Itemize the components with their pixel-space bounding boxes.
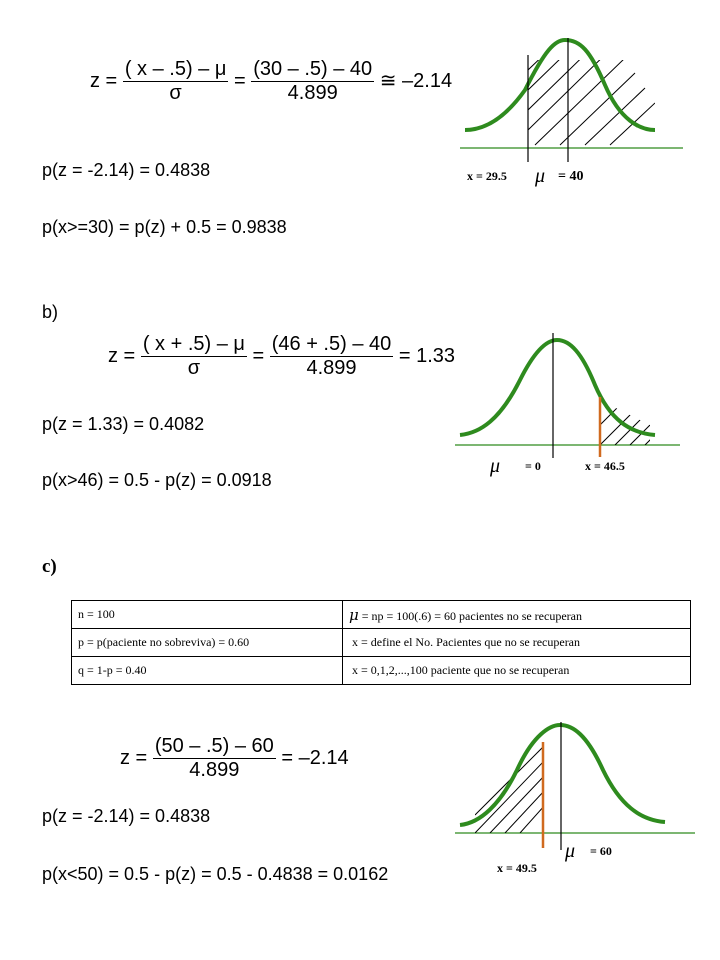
normal-curve-graph-c <box>455 720 695 880</box>
equation-a: z = $\frac{( x - .5) - \mu}{\sigma}$ = $\frac{(30 - .5) - 40}{4.899}$ ≅ –2.14 <box>90 58 453 104</box>
table-row <box>72 657 691 685</box>
table-row <box>72 601 691 629</box>
prob-x-a: p(x>=30) = p(z) + 0.5 = 0.9838 <box>42 217 287 237</box>
bell-curve-b <box>460 340 655 435</box>
table-cell: μ = np = 100(.6) = 60 pacientes no se recuperan <box>343 601 691 629</box>
shaded-region-b <box>600 395 670 445</box>
mu-symbol-b: μ <box>490 455 501 477</box>
bell-curve-a <box>465 40 655 130</box>
equation-b: z = $\frac{( x + .5) - \mu}{\sigma}$ = $\frac{(46 + .5) - 40}{4.899}$ = 1.33 <box>108 333 455 379</box>
equation-c: z = $\frac{(50 - .5) - 60}{4.899}$ = –2.14 <box>120 735 349 781</box>
mu-symbol-table: μ <box>349 605 359 624</box>
prob-z-b: p(z = 1.33) = 0.4082 <box>42 414 205 434</box>
x-label-b: x = 46.5 <box>585 459 625 473</box>
normal-curve-graph-a <box>455 30 695 190</box>
x-label-a: x = 29.5 <box>467 169 507 183</box>
prob-z-a: p(z = -2.14) = 0.4838 <box>42 160 211 180</box>
part-b-label: b) <box>42 302 59 322</box>
shaded-region-a <box>528 30 655 145</box>
mu-label-c: = 60 <box>590 844 612 858</box>
mu-symbol-a: μ <box>535 165 546 187</box>
part-c-label: c) <box>42 556 57 577</box>
table-cell: x = 0,1,2,...,100 paciente que no se recuperan <box>343 657 691 685</box>
table-cell: x = define el No. Pacientes que no se recuperan <box>343 629 691 657</box>
normal-curve-graph-b <box>455 325 695 485</box>
table-row <box>72 629 691 657</box>
table-cell: p = p(paciente no sobreviva) = 0.60 <box>72 629 343 657</box>
prob-x-c: p(x<50) = 0.5 - p(z) = 0.5 - 0.4838 = 0.0162 <box>42 864 389 884</box>
bell-curve-c <box>460 725 665 825</box>
x-label-c: x = 49.5 <box>497 861 537 875</box>
parameters-table <box>71 600 691 685</box>
mu-label-b: = 0 <box>525 459 541 473</box>
mu-symbol-c: μ <box>565 840 576 862</box>
prob-x-b: p(x>46) = 0.5 - p(z) = 0.0918 <box>42 470 272 490</box>
table-cell: n = 100 <box>72 601 343 629</box>
mu-label-a: = 40 <box>558 169 584 184</box>
table-cell: q = 1-p = 0.40 <box>72 657 343 685</box>
prob-z-c: p(z = -2.14) = 0.4838 <box>42 806 211 826</box>
